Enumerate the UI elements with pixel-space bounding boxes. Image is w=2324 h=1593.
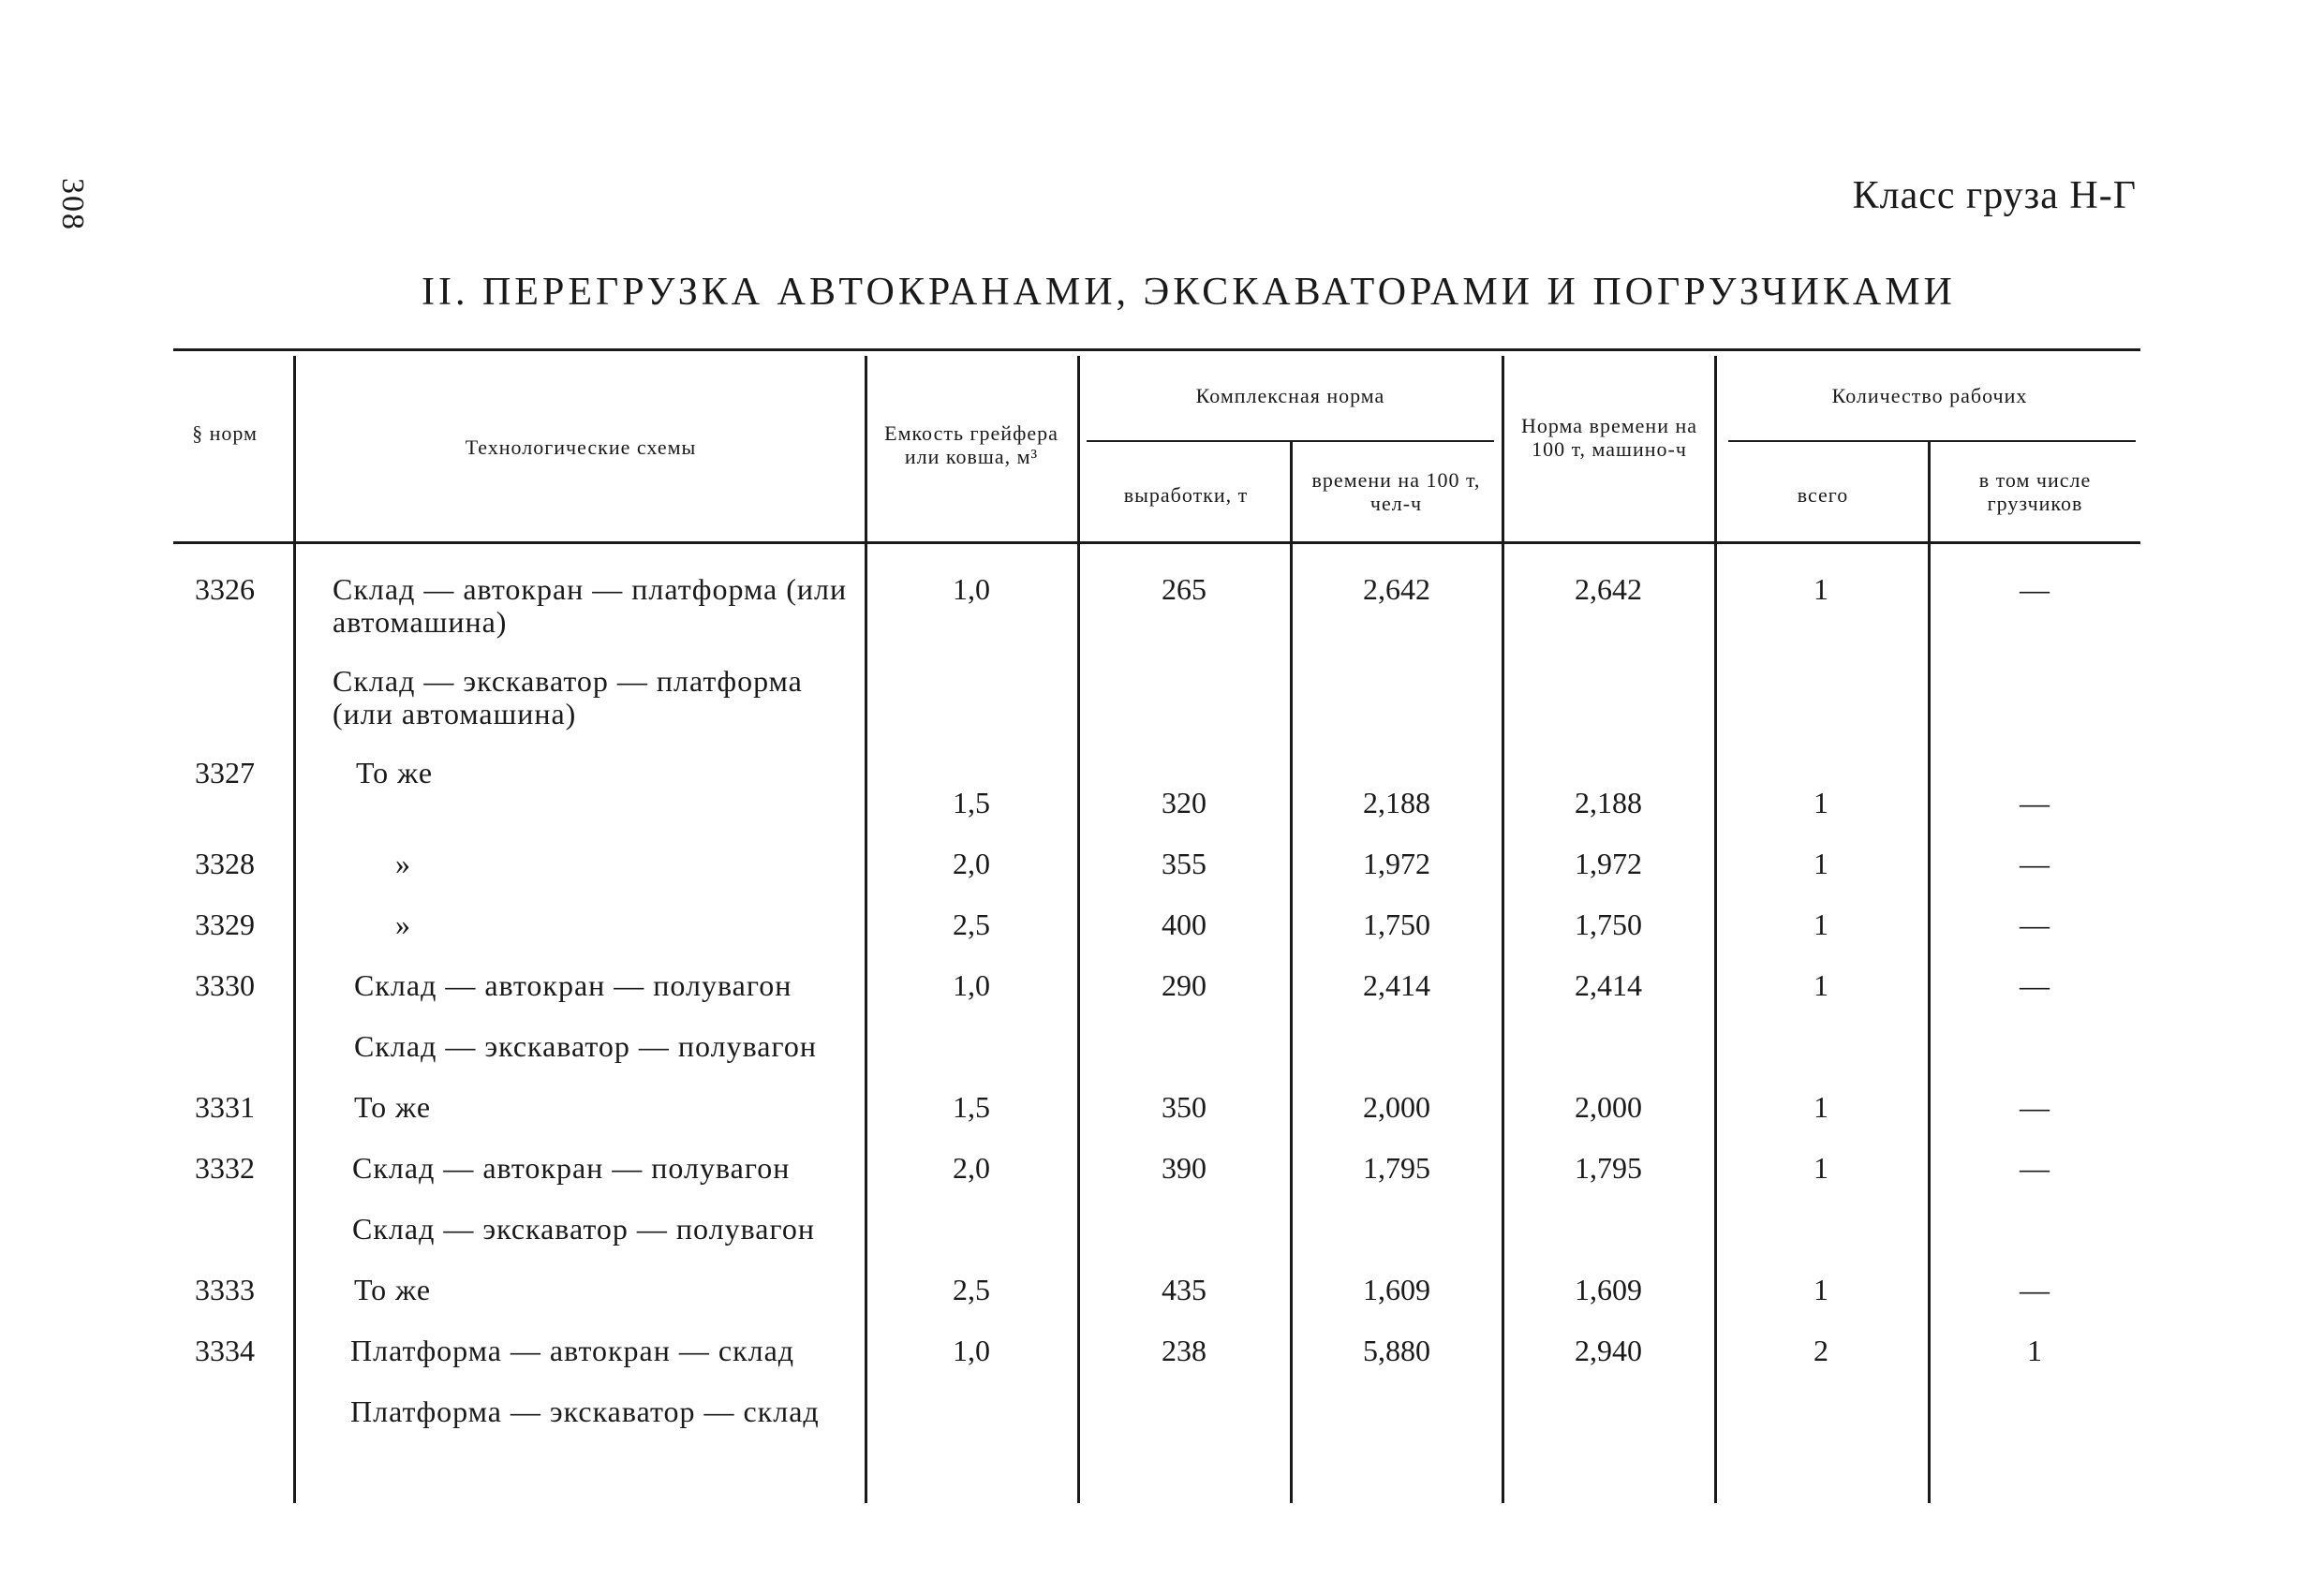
header-bottom-rule (173, 541, 2140, 544)
cell-machine: 1,750 (1575, 907, 1642, 941)
page-number: 308 (55, 178, 90, 231)
header-workers: Количество рабочих (1831, 384, 2028, 407)
col-rule-4 (1290, 442, 1293, 1503)
cell-capacity: 1,5 (953, 786, 990, 819)
cell-machine: 1,972 (1575, 847, 1642, 880)
cell-machine: 1,609 (1575, 1273, 1642, 1306)
header-norm-no: § норм (192, 421, 258, 445)
cell-output: 265 (1162, 572, 1206, 606)
cell-output: 350 (1162, 1090, 1206, 1124)
header-complex-norm: Комплексная норма (1195, 384, 1385, 407)
cell-workers-loaders: — (2020, 572, 2050, 606)
cell-output: 320 (1162, 786, 1206, 819)
cell-scheme: » (395, 907, 411, 941)
cell-output: 435 (1162, 1273, 1206, 1306)
cell-capacity: 1,0 (953, 968, 990, 1002)
cell-scheme: То же (356, 756, 434, 789)
cell-scheme: То же (354, 1273, 432, 1306)
col-rule-7 (1928, 442, 1931, 1503)
cell-time: 2,414 (1363, 968, 1430, 1002)
cell-norm-no: 3332 (195, 1151, 255, 1185)
cell-machine: 2,188 (1575, 786, 1642, 819)
col-rule-6 (1714, 356, 1717, 1503)
cell-scheme: Склад — экскаватор — платформа (или автомашина) (333, 664, 803, 731)
cell-workers-total: 1 (1813, 968, 1828, 1002)
cell-capacity: 1,0 (953, 572, 990, 606)
header-schemes: Технологические схемы (465, 435, 697, 459)
cell-workers-loaders: — (2020, 1273, 2050, 1306)
header-workers-loaders: в том числе грузчиков (1978, 468, 2092, 516)
cell-machine: 2,000 (1575, 1090, 1642, 1124)
cell-time: 2,188 (1363, 786, 1430, 819)
cell-time: 1,972 (1363, 847, 1430, 880)
cell-scheme: То же (354, 1090, 432, 1124)
header-workers-total: всего (1797, 483, 1849, 507)
cell-workers-loaders: — (2020, 1151, 2050, 1185)
cell-scheme: Склад — автокран — платформа (или автомашина) (333, 572, 848, 640)
cell-workers-loaders: — (2020, 786, 2050, 819)
cell-machine: 2,940 (1575, 1334, 1642, 1367)
cell-scheme: » (395, 847, 411, 880)
cell-time: 2,642 (1363, 572, 1430, 606)
cell-capacity: 1,5 (953, 1090, 990, 1124)
col-rule-1 (293, 356, 296, 1503)
col-rule-3 (1077, 356, 1080, 1503)
cell-scheme: Склад — автокран — полувагон (354, 968, 792, 1002)
cell-output: 238 (1162, 1334, 1206, 1367)
cell-capacity: 2,0 (953, 1151, 990, 1185)
cell-capacity: 1,0 (953, 1334, 990, 1367)
cell-scheme: Платформа — экскаватор — склад (350, 1394, 820, 1428)
header-capacity: Емкость грейфера или ковша, м³ (884, 421, 1058, 469)
cell-norm-no: 3331 (195, 1090, 255, 1124)
cell-norm-no: 3330 (195, 968, 255, 1002)
table-top-rule (173, 348, 2140, 351)
cell-capacity: 2,0 (953, 847, 990, 880)
cell-capacity: 2,5 (953, 1273, 990, 1306)
cell-output: 400 (1162, 907, 1206, 941)
cell-time: 1,795 (1363, 1151, 1430, 1185)
cell-norm-no: 3333 (195, 1273, 255, 1306)
cell-workers-total: 1 (1813, 1273, 1828, 1306)
col-rule-5 (1502, 356, 1504, 1503)
cell-norm-no: 3329 (195, 907, 255, 941)
cell-scheme: Платформа — автокран — склад (350, 1334, 795, 1367)
cell-output: 390 (1162, 1151, 1206, 1185)
cell-time: 1,609 (1363, 1273, 1430, 1306)
cargo-class: Класс груза Н-Г (1852, 174, 2137, 217)
cell-workers-total: 2 (1813, 1334, 1828, 1367)
cell-norm-no: 3328 (195, 847, 255, 880)
cell-workers-loaders: — (2020, 968, 2050, 1002)
cell-time: 1,750 (1363, 907, 1430, 941)
cell-norm-no: 3327 (195, 756, 255, 789)
cell-scheme: Склад — экскаватор — полувагон (354, 1029, 817, 1063)
cell-workers-total: 1 (1813, 847, 1828, 880)
cell-machine: 1,795 (1575, 1151, 1642, 1185)
cell-scheme: Склад — экскаватор — полувагон (352, 1212, 815, 1246)
header-time-per-100: времени на 100 т, чел-ч (1311, 468, 1481, 516)
cell-workers-total: 1 (1813, 1151, 1828, 1185)
cell-machine: 2,642 (1575, 572, 1642, 606)
cell-output: 290 (1162, 968, 1206, 1002)
workers-rule (1728, 440, 2136, 442)
cell-norm-no: 3334 (195, 1334, 255, 1367)
cell-norm-no: 3326 (195, 572, 255, 606)
cell-workers-total: 1 (1813, 1090, 1828, 1124)
col-rule-2 (865, 356, 867, 1503)
cell-capacity: 2,5 (953, 907, 990, 941)
header-output: выработки, т (1123, 483, 1249, 507)
cell-workers-total: 1 (1813, 786, 1828, 819)
cell-machine: 2,414 (1575, 968, 1642, 1002)
cell-workers-loaders: — (2020, 907, 2050, 941)
cell-workers-total: 1 (1813, 572, 1828, 606)
cell-time: 2,000 (1363, 1090, 1430, 1124)
cell-workers-loaders: — (2020, 847, 2050, 880)
cell-workers-loaders: — (2020, 1090, 2050, 1124)
cell-output: 355 (1162, 847, 1206, 880)
cell-time: 5,880 (1363, 1334, 1430, 1367)
cell-scheme: Склад — автокран — полувагон (352, 1151, 791, 1185)
section-title: II. ПЕРЕГРУЗКА АВТОКРАНАМИ, ЭКСКАВАТОРАМИ И ПОГРУЗЧИКАМИ (422, 271, 1956, 314)
header-machine-time: Норма времени на 100 т, машино-ч (1520, 414, 1697, 462)
cell-workers-loaders: 1 (2027, 1334, 2042, 1367)
cell-workers-total: 1 (1813, 907, 1828, 941)
